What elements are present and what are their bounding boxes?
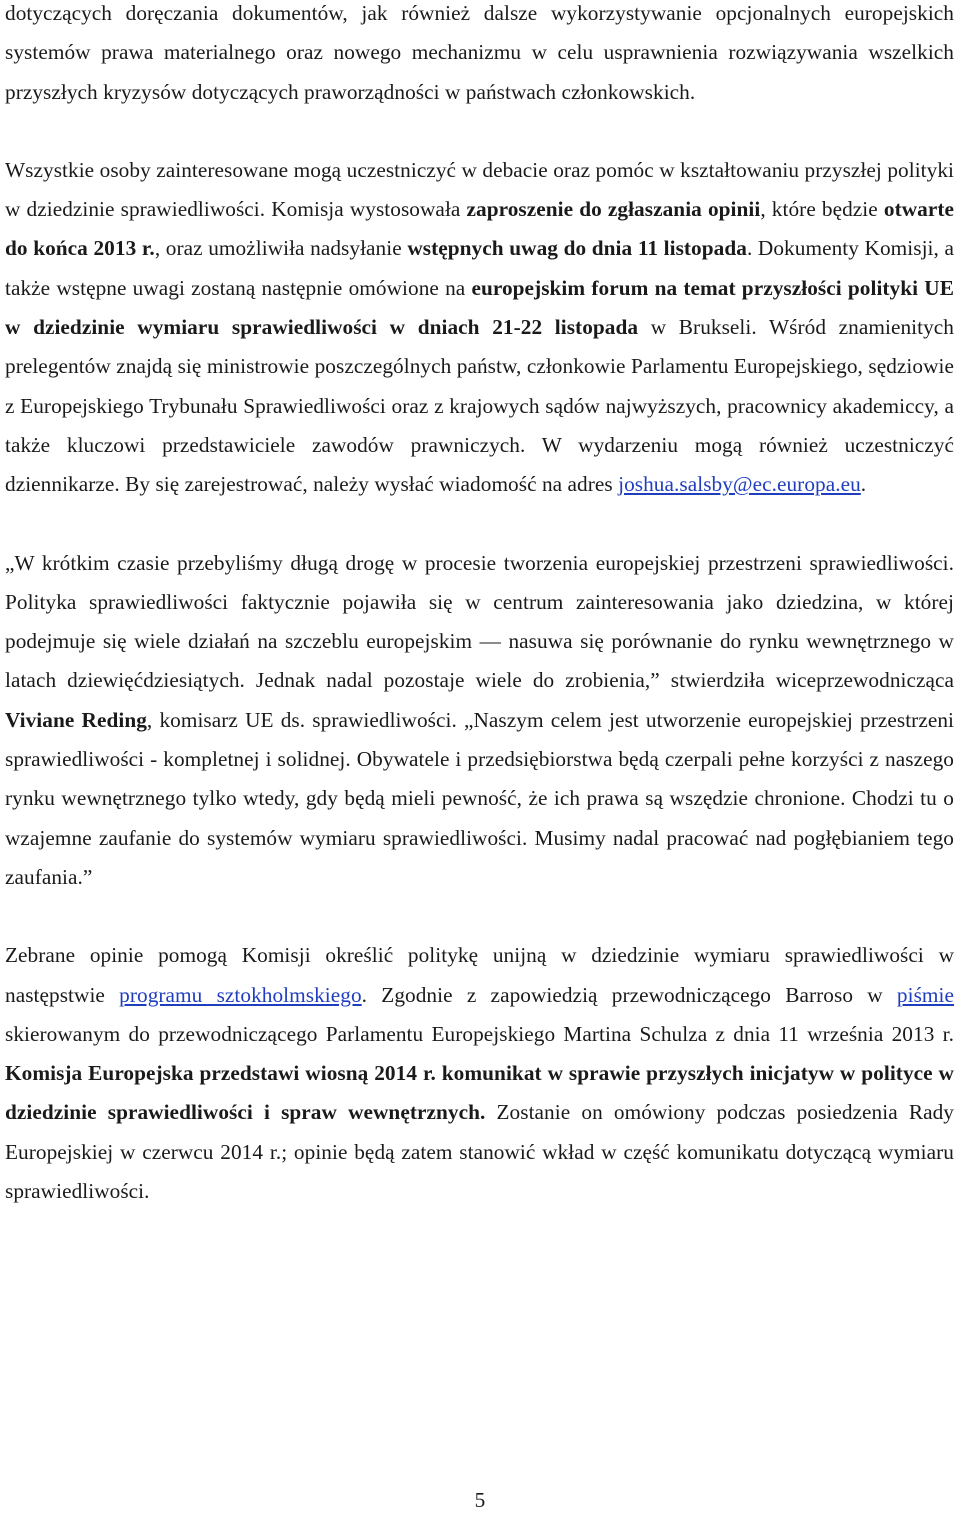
emphasis-forum: europejskim forum na temat przyszłości polityki UE w dziedzinie wymiaru sprawiedliwości w dniach 21-22 listopada bbox=[5, 275, 954, 340]
paragraph-gap bbox=[5, 112, 954, 151]
text-run: . Dokumenty Komisji, a także wstępne uwagi zostaną następnie omówione na bbox=[5, 236, 955, 300]
document-page bbox=[5, 0, 954, 1211]
emphasis-initial-comments-deadline: wstępnych uwag do dnia 11 listopada bbox=[407, 236, 747, 261]
emphasis-deadline: otwarte do końca 2013 r. bbox=[5, 197, 954, 261]
text-run: . Zgodnie z zapowiedzią przewodniczącego Barroso w bbox=[361, 982, 897, 1007]
paragraph-reding-quote bbox=[5, 544, 954, 898]
paragraph-gap bbox=[5, 897, 954, 936]
paragraph-policy bbox=[5, 936, 954, 1211]
paragraph-gap bbox=[5, 505, 954, 544]
emphasis-communication-announcement: Komisja Europejska przedstawi wiosną 2014 r. komunikat w sprawie przyszłych inicjatyw w polityce w dziedzinie sprawiedliwości i spraw wewnętrznych. bbox=[5, 1061, 954, 1125]
page-number: 5 bbox=[474, 1488, 486, 1512]
paragraph-legal-instruments bbox=[5, 0, 954, 112]
text-run: , oraz umożliwiła nadsyłanie bbox=[154, 236, 408, 261]
stockholm-programme-link[interactable]: programu sztokholmskiego bbox=[119, 982, 362, 1007]
text-run: dotyczących doręczania dokumentów, jak również dalsze wykorzystywanie opcjonalnych europejskich systemów prawa materialnego oraz nowego mechanizmu w celu usprawnienia rozwiązywania wszelkich przyszłych kryzysów dotyczących praworządności w państwach członkowskich. bbox=[5, 1, 954, 104]
email-link[interactable]: joshua.salsby@ec.europa.eu bbox=[618, 472, 861, 497]
text-run: Wszystkie osoby zainteresowane mogą uczestniczyć w debacie oraz pomóc w kształtowaniu przyszłej polityki w dziedzinie sprawiedliwości. Komisja wystosowała bbox=[5, 157, 954, 222]
letter-link[interactable]: piśmie bbox=[896, 982, 955, 1007]
text-run: w Brukseli. Wśród znamienitych prelegentów znajdą się ministrowie poszczególnych państw, członkowie Parlamentu Europejskiego, sędziowie z Europejskiego Trybunału Sprawiedliwości oraz z krajowych sądów najwyższych, pracownicy akademiccy, a także kluczowi przedstawiciele zawodów prawniczych. W wydarzeniu mogą również uczestniczyć dziennikarze. By się zarejestrować, należy wysłać wiadomość na adres bbox=[5, 315, 954, 497]
emphasis-viviane-reding: Viviane Reding bbox=[5, 707, 147, 732]
text-run: skierowanym do przewodniczącego Parlamentu Europejskiego Martina Schulza z dnia 11 września 2013 r. bbox=[5, 1021, 954, 1046]
text-run: Zostanie on omówiony podczas posiedzenia Rady Europejskiej w czerwcu 2014 r.; opinie będą zatem stanowić wkład w część komunikatu dotyczącą wymiaru sprawiedliwości. bbox=[5, 1100, 954, 1204]
text-run: . bbox=[860, 472, 867, 497]
text-run: Zebrane opinie pomogą Komisji określić politykę unijną w dziedzinie wymiaru sprawiedliwości w następstwie bbox=[5, 943, 954, 1007]
paragraph-consultation bbox=[5, 151, 954, 505]
text-run: „W krótkim czasie przebyliśmy długą drogę w procesie tworzenia europejskiej przestrzeni sprawiedliwości. Polityka sprawiedliwości faktycznie pojawiła się w centrum zainteresowania jako dziedzina, w której podejmuje się wiele działań na szczeblu europejskim — nasuwa się porównanie do rynku wewnętrznego w latach dziewięćdziesiątych. Jednak nadal pozostaje wiele do zrobienia,” stwierdziła wiceprzewodnicząca bbox=[5, 550, 954, 693]
text-run: , które będzie bbox=[760, 197, 884, 222]
emphasis-consultation-invite: zaproszenie do zgłaszania opinii bbox=[466, 197, 761, 222]
text-run: , komisarz UE ds. sprawiedliwości. „Naszym celem jest utworzenie europejskiej przestrzeni sprawiedliwości - kompletnej i solidnej. Obywatele i przedsiębiorstwa będą czerpali pełne korzyści z naszego rynku wewnętrznego tylko wtedy, gdy będą mieli pewność, że ich prawa są wszędzie chronione. Chodzi tu o wzajemne zaufanie do systemów wymiaru sprawiedliwości. Musimy nadal pracować nad pogłębianiem tego zaufania.” bbox=[5, 707, 954, 889]
